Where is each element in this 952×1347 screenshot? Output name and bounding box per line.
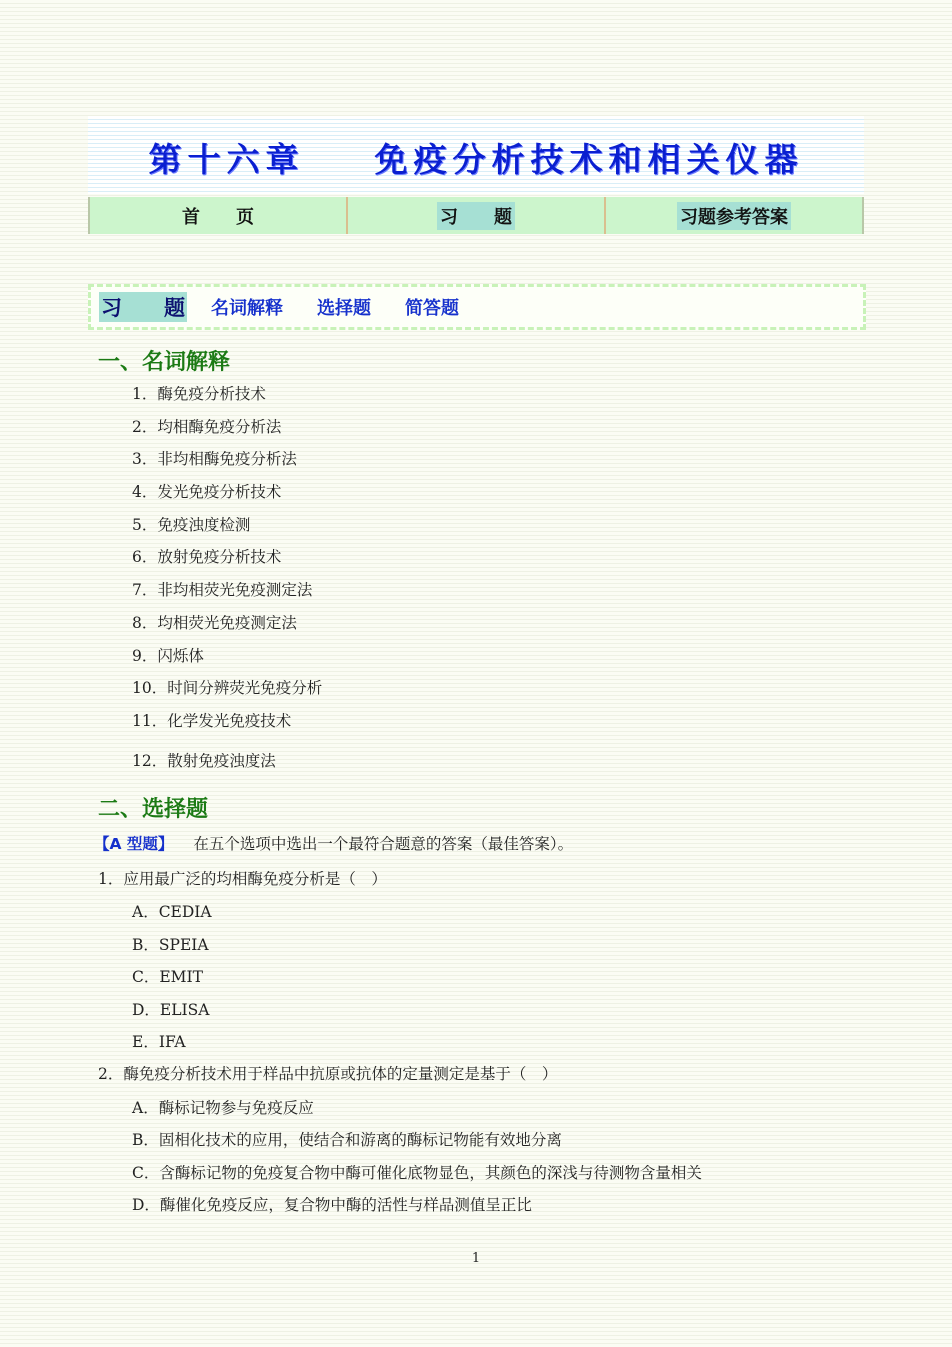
- section-heading-terms: 一、名词解释: [98, 350, 231, 375]
- section-subnav: [88, 284, 866, 330]
- question-option: B．固相化技术的应用，使结合和游离的酶标记物能有效地分离: [132, 1131, 562, 1149]
- question-stem: 2．酶免疫分析技术用于样品中抗原或抗体的定量测定是基于（ ）: [98, 1065, 558, 1083]
- list-item: 12．散射免疫浊度法: [132, 751, 276, 770]
- question-option: B．SPEIA: [132, 936, 209, 954]
- nav-exercises[interactable]: [348, 197, 606, 234]
- question-option: A．酶标记物参与免疫反应: [132, 1099, 314, 1117]
- list-item: 1．酶免疫分析技术: [132, 385, 266, 403]
- question-option: E．IFA: [132, 1033, 186, 1051]
- section-heading-choice: 二、选择题: [98, 797, 209, 822]
- page-number: 1: [471, 1251, 481, 1266]
- nav-answers[interactable]: [606, 197, 862, 234]
- list-item: 7．非均相荧光免疫测定法: [132, 581, 313, 600]
- subnav-link-terms[interactable]: 名词解释: [211, 298, 283, 319]
- subnav-link-choice[interactable]: 选择题: [317, 298, 371, 319]
- subnav-current: 习 题: [99, 292, 187, 322]
- title-band: [88, 116, 864, 194]
- question-type-line: [94, 832, 573, 854]
- nav-home-label: 首 页: [182, 206, 254, 228]
- nav-exercises-label: 习 题: [437, 202, 515, 230]
- question-stem: 1．应用最广泛的均相酶免疫分析是（ ）: [98, 870, 387, 888]
- list-item: 2．均相酶免疫分析法: [132, 417, 282, 436]
- question-option: D．酶催化免疫反应，复合物中酶的活性与样品测值呈正比: [132, 1196, 532, 1214]
- nav-answers-label: 习题参考答案: [677, 202, 791, 230]
- question-type-tag: 【A 型题】: [94, 835, 174, 853]
- list-item: 8．均相荧光免疫测定法: [132, 613, 297, 632]
- nav-home[interactable]: [90, 197, 348, 234]
- list-item: 9．闪烁体: [132, 646, 204, 665]
- chapter-title: 第十六章 免疫分析技术和相关仪器: [148, 140, 804, 179]
- question-option: D．ELISA: [132, 1001, 210, 1019]
- question-option: A．CEDIA: [132, 903, 212, 921]
- list-item: 5．免疫浊度检测: [132, 515, 251, 534]
- question-option: C．含酶标记物的免疫复合物中酶可催化底物显色，其颜色的深浅与待测物含量相关: [132, 1164, 702, 1182]
- list-item: 3．非均相酶免疫分析法: [132, 450, 297, 469]
- subnav-link-short-answer[interactable]: 简答题: [405, 298, 459, 319]
- list-item: 11．化学发光免疫技术: [132, 711, 292, 730]
- top-nav: [88, 197, 864, 234]
- list-item: 6．放射免疫分析技术: [132, 548, 282, 567]
- question-option: C．EMIT: [132, 968, 204, 986]
- list-item: 4．发光免疫分析技术: [132, 483, 282, 502]
- list-item: 10．时间分辨荧光免疫分析: [132, 679, 323, 698]
- question-type-desc: 在五个选项中选出一个最符合题意的答案（最佳答案）。: [193, 835, 574, 853]
- term-list: [132, 382, 322, 781]
